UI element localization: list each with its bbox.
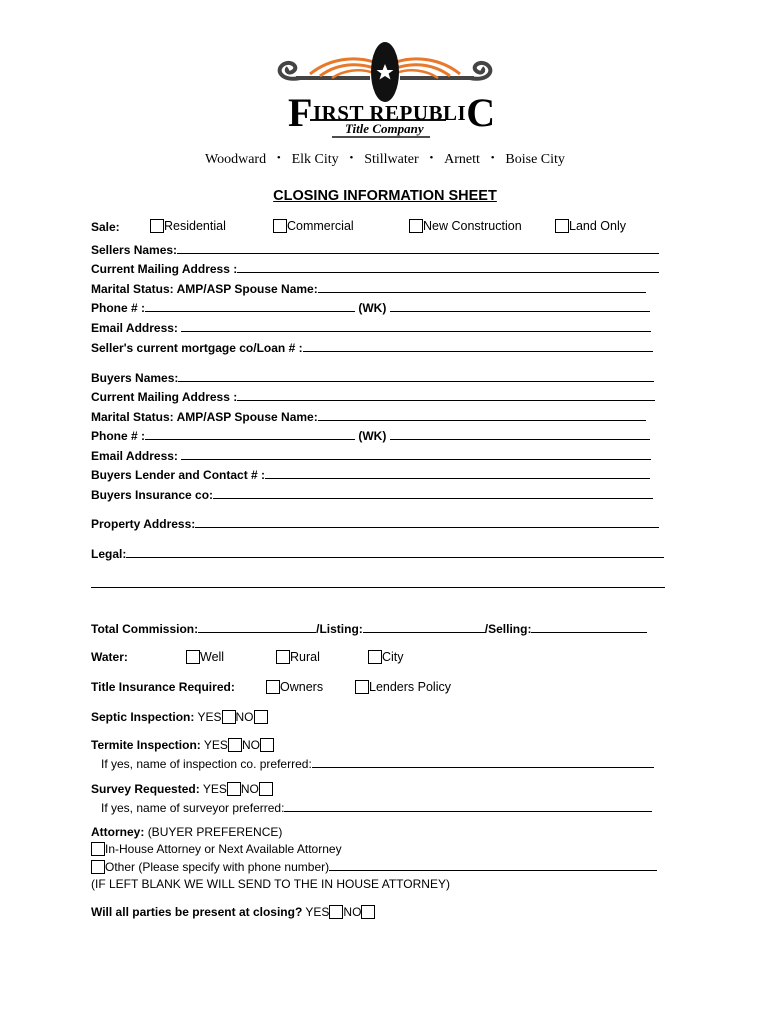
form-title: CLOSING INFORMATION SHEET xyxy=(273,188,497,204)
sellers-names-field[interactable] xyxy=(177,242,659,254)
attorney-note: (IF LEFT BLANK WE WILL SEND TO THE IN HOUSE ATTORNEY) xyxy=(91,877,450,891)
buyers-names-field[interactable] xyxy=(178,370,654,382)
sellers-mailing-field[interactable] xyxy=(237,261,659,273)
sellers-mailing-row: Current Mailing Address : xyxy=(91,261,659,277)
legal-continuation-row xyxy=(91,576,665,592)
present-yes-checkbox[interactable] xyxy=(329,905,343,919)
buyers-insurance-field[interactable] xyxy=(213,487,653,499)
attorney-option-in-house[interactable]: In-House Attorney or Next Available Attorney xyxy=(91,842,342,857)
property-address-field[interactable] xyxy=(195,516,659,528)
legal-field[interactable] xyxy=(126,546,664,558)
bullet-icon: • xyxy=(276,152,281,164)
city-item: Boise City xyxy=(505,152,565,167)
title-insurance-label: Title Insurance Required: xyxy=(91,680,235,694)
water-option-rural[interactable]: Rural xyxy=(276,650,320,664)
logo-initial-f: F xyxy=(288,90,313,135)
buyers-names-row: Buyers Names: xyxy=(91,370,654,386)
city-item: Arnett xyxy=(444,152,480,167)
checkbox[interactable] xyxy=(368,650,382,664)
survey-row: Survey Requested: YES NO xyxy=(91,782,273,797)
surveyor-field[interactable] xyxy=(284,800,652,812)
sellers-phone-field[interactable] xyxy=(145,300,355,312)
water-option-well[interactable]: Well xyxy=(186,650,224,664)
septic-no-checkbox[interactable] xyxy=(254,710,268,724)
checkbox[interactable] xyxy=(555,219,569,233)
termite-no-checkbox[interactable] xyxy=(260,738,274,752)
survey-no-checkbox[interactable] xyxy=(259,782,273,796)
buyers-email-field[interactable] xyxy=(181,448,651,460)
sellers-email-row: Email Address: xyxy=(91,320,651,336)
logo-subtitle: Title Company xyxy=(345,121,424,136)
selling-commission-field[interactable] xyxy=(531,621,647,633)
sellers-email-field[interactable] xyxy=(181,320,651,332)
buyers-mailing-row: Current Mailing Address : xyxy=(91,389,655,405)
sale-label: Sale: xyxy=(91,220,120,234)
city-item: Woodward xyxy=(205,152,267,167)
title-insurance-option-lenders[interactable]: Lenders Policy xyxy=(355,680,451,694)
buyers-lender-row: Buyers Lender and Contact # : xyxy=(91,467,650,483)
termite-company-field[interactable] xyxy=(312,756,654,768)
septic-yes-checkbox[interactable] xyxy=(222,710,236,724)
buyers-marital-row: Marital Status: AMP/ASP Spouse Name: xyxy=(91,409,646,425)
sale-option-residential[interactable]: Residential xyxy=(150,219,226,233)
survey-yes-checkbox[interactable] xyxy=(227,782,241,796)
listing-commission-field[interactable] xyxy=(363,621,485,633)
buyers-phone-row: Phone # : (WK) xyxy=(91,428,650,444)
sale-option-commercial[interactable]: Commercial xyxy=(273,219,354,233)
buyers-work-phone-field[interactable] xyxy=(390,428,650,440)
sellers-mortgage-field[interactable] xyxy=(303,340,653,352)
survey-followup-row: If yes, name of surveyor preferred: xyxy=(101,800,652,816)
legal-row: Legal: xyxy=(91,546,664,562)
checkbox[interactable] xyxy=(355,680,369,694)
sellers-mortgage-row: Seller's current mortgage co/Loan # : xyxy=(91,340,653,356)
bullet-icon: • xyxy=(490,152,495,164)
checkbox[interactable] xyxy=(276,650,290,664)
commission-row: Total Commission: /Listing: /Selling: xyxy=(91,621,647,637)
checkbox[interactable] xyxy=(186,650,200,664)
present-row: Will all parties be present at closing? YES NO xyxy=(91,905,375,920)
city-item: Stillwater xyxy=(364,152,419,167)
sellers-names-row: Sellers Names: xyxy=(91,242,659,258)
bullet-icon: • xyxy=(429,152,434,164)
logo-initial-c: C xyxy=(466,90,496,135)
septic-row: Septic Inspection: YES NO xyxy=(91,710,268,725)
logo-name-middle: IRST REPUBLI xyxy=(312,101,467,125)
attorney-row: Attorney: (BUYER PREFERENCE) xyxy=(91,825,283,839)
checkbox[interactable] xyxy=(150,219,164,233)
checkbox[interactable] xyxy=(91,842,105,856)
buyers-lender-field[interactable] xyxy=(265,467,650,479)
water-label: Water: xyxy=(91,650,128,664)
title-insurance-option-owners[interactable]: Owners xyxy=(266,680,323,694)
checkbox[interactable] xyxy=(273,219,287,233)
total-commission-field[interactable] xyxy=(198,621,316,633)
buyers-phone-field[interactable] xyxy=(145,428,355,440)
checkbox[interactable] xyxy=(266,680,280,694)
checkbox[interactable] xyxy=(409,219,423,233)
sale-option-new-construction[interactable]: New Construction xyxy=(409,219,522,233)
present-no-checkbox[interactable] xyxy=(361,905,375,919)
sellers-marital-row: Marital Status: AMP/ASP Spouse Name: xyxy=(91,281,646,297)
sellers-phone-row: Phone # : (WK) xyxy=(91,300,650,316)
sellers-spouse-field[interactable] xyxy=(318,281,646,293)
city-item: Elk City xyxy=(291,152,339,167)
sale-option-land-only[interactable]: Land Only xyxy=(555,219,626,233)
company-logo xyxy=(270,40,500,140)
sellers-work-phone-field[interactable] xyxy=(390,300,650,312)
city-list xyxy=(205,152,565,168)
termite-followup-row: If yes, name of inspection co. preferred: xyxy=(101,756,654,772)
termite-row: Termite Inspection: YES NO xyxy=(91,738,274,753)
bullet-icon: • xyxy=(349,152,354,164)
buyers-mailing-field[interactable] xyxy=(237,389,655,401)
attorney-other-field[interactable] xyxy=(329,859,657,871)
termite-yes-checkbox[interactable] xyxy=(228,738,242,752)
buyers-email-row: Email Address: xyxy=(91,448,651,464)
property-address-row: Property Address: xyxy=(91,516,659,532)
attorney-option-other[interactable]: Other (Please specify with phone number) xyxy=(91,859,657,875)
legal-field-continued[interactable] xyxy=(91,576,665,588)
water-option-city[interactable]: City xyxy=(368,650,404,664)
buyers-spouse-field[interactable] xyxy=(318,409,646,421)
buyers-insurance-row: Buyers Insurance co: xyxy=(91,487,653,503)
checkbox[interactable] xyxy=(91,860,105,874)
